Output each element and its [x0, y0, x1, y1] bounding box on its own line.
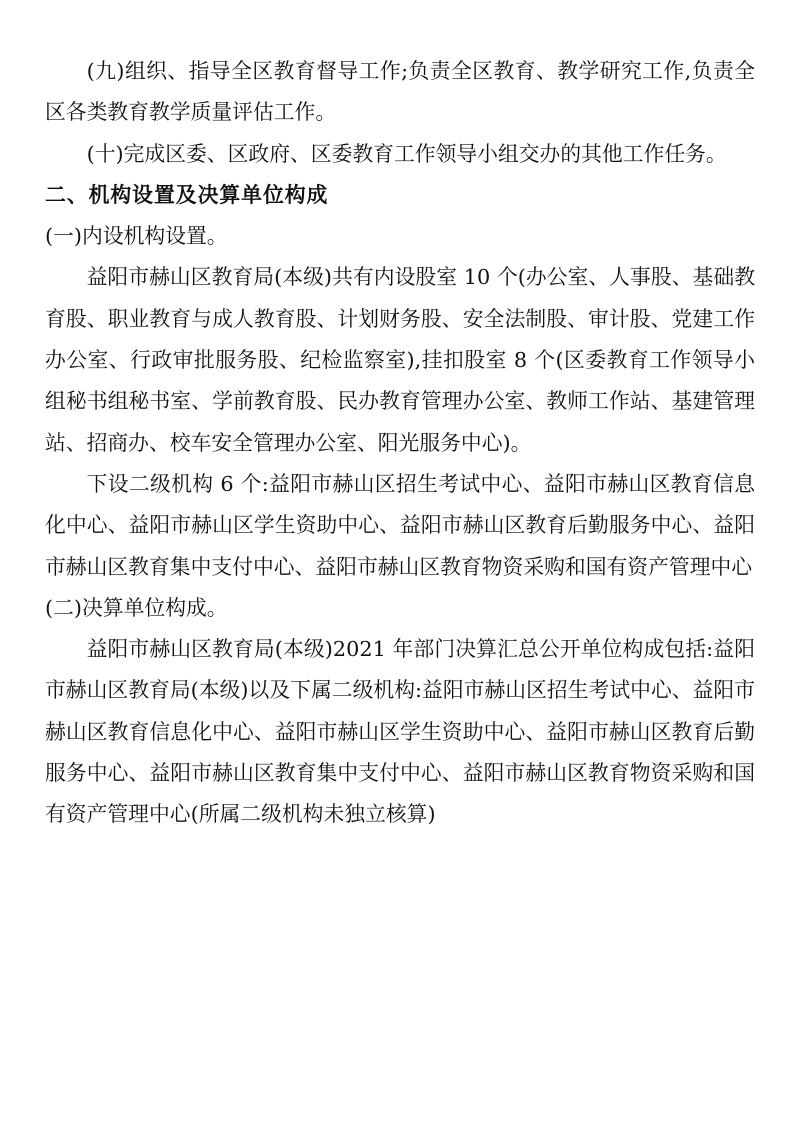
paragraph-internal-departments: 益阳市赫山区教育局(本级)共有内设股室 10 个(办公室、人事股、基础教育股、职业教育与成人教育股、计划财务股、安全法制股、审计股、党建工作办公室、行政审批服务股、纪检监察室),挂扣股室 8 个(区委教育工作领导小组秘书组秘书室、学前教育股、民办教育管理办公室、教师工作站、基建管理站、招商办、校车安全管理办公室、阳光服务中心)。 — [45, 265, 755, 455]
subsection-title-internal-setup: (一)内设机构设置。 — [45, 224, 228, 249]
section-heading-org-structure: 二、机构设置及决算单位构成 — [45, 182, 329, 207]
paragraph-final-accounts-units: 益阳市赫山区教育局(本级)2021 年部门决算汇总公开单位构成包括:益阳市赫山区教育局(本级)以及下属二级机构:益阳市赫山区招生考试中心、益阳市赫山区教育信息化中心、益阳市赫山区学生资助中心、益阳市赫山区教育后勤服务中心、益阳市赫山区教育集中支付中心、益阳市赫山区教育物资采购和国有资产管理中心(所属二级机构未独立核算) — [45, 637, 755, 827]
document-content — [45, 51, 755, 836]
paragraph-secondary-institutions: 下设二级机构 6 个:益阳市赫山区招生考试中心、益阳市赫山区教育信息化中心、益阳市赫山区学生资助中心、益阳市赫山区教育后勤服务中心、益阳市赫山区教育集中支付中心、益阳市赫山区教育物资采购和国有资产管理中心 — [45, 471, 755, 579]
paragraph-duty-item-nine: (九)组织、指导全区教育督导工作;负责全区教育、教学研究工作,负责全区各类教育教学质量评估工作。 — [45, 59, 755, 125]
subsection-title-accounting-units: (二)决算单位构成。 — [45, 595, 228, 620]
paragraph-duty-item-ten: (十)完成区委、区政府、区委教育工作领导小组交办的其他工作任务。 — [86, 141, 727, 166]
